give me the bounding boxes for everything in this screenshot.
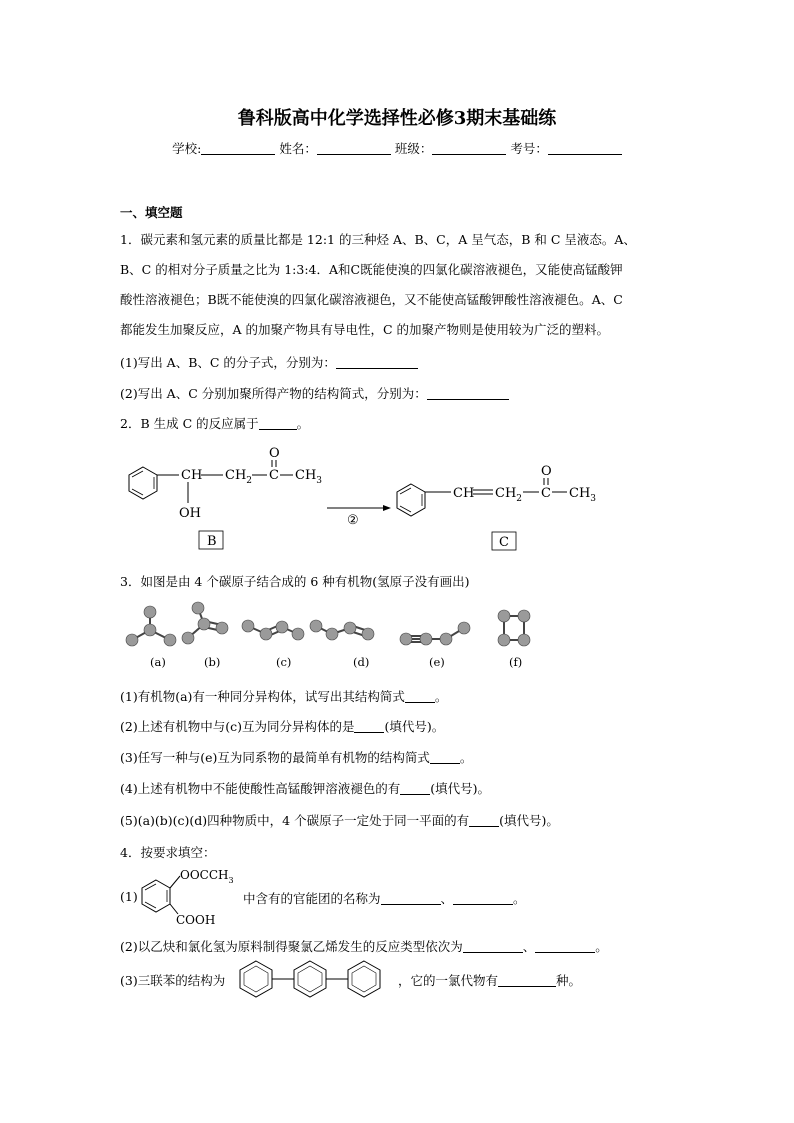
q2-text	[120, 414, 309, 432]
label-e: (e)	[429, 655, 445, 669]
number-blank[interactable]	[548, 142, 622, 155]
answer-blank[interactable]	[381, 892, 441, 905]
answer-blank[interactable]	[469, 814, 499, 827]
q4-sub2-sep: 、	[522, 939, 536, 954]
q3-sub5	[120, 811, 559, 829]
answer-blank[interactable]	[535, 940, 595, 953]
carbon-atom-balls	[126, 602, 530, 646]
class-blank[interactable]	[432, 142, 506, 155]
c-label: C	[499, 535, 509, 550]
answer-blank[interactable]	[453, 892, 513, 905]
c-carbonyl-c: C	[541, 486, 551, 501]
section-header: 一、填空题	[120, 205, 183, 220]
b-ch3-main: CH	[295, 468, 317, 483]
b-ch3	[295, 468, 322, 486]
answer-blank[interactable]	[498, 974, 556, 987]
b-label: B	[207, 534, 217, 549]
q3-sub4-end: (填代号)。	[430, 781, 490, 796]
c-ch3-sub: 3	[590, 494, 597, 504]
q4-sub1	[243, 889, 526, 907]
q4-sep: 、	[440, 891, 454, 906]
q1-sub2-text: (2)写出 A、C 分别加聚所得产物的结构简式，分别为：	[120, 386, 427, 401]
answer-blank[interactable]	[354, 720, 384, 733]
class-label: 班级：	[394, 141, 433, 156]
arrow-icon	[383, 505, 391, 511]
q1-sub1-text: (1)写出 A、B、C 的分子式，分别为：	[120, 355, 336, 370]
q3-sub4-text: (4)上述有机物中不能使酸性高锰酸钾溶液褪色的有	[120, 781, 401, 796]
ester-sub: 3	[228, 876, 234, 885]
benzene-ring-icon	[397, 484, 425, 516]
ester-group	[180, 868, 234, 885]
c-ch2-main: CH	[495, 486, 517, 501]
q4-sub1-prefix: (1)	[120, 889, 138, 904]
b-oh: OH	[179, 506, 201, 521]
b-ch2-main: CH	[225, 468, 247, 483]
b-ch: CH	[181, 468, 203, 483]
answer-blank[interactable]	[427, 387, 509, 400]
q1-line2: B、C 的相对分子质量之比为 1:3:4．A和C既能使溴的四氯化碳溶液褪色，又能使高锰酸钾	[120, 262, 623, 277]
b-ch2	[225, 468, 252, 486]
page-title: 鲁科版高中化学选择性必修3期末基础练	[237, 108, 557, 129]
arrow-label: ②	[347, 513, 359, 528]
name-blank[interactable]	[317, 142, 391, 155]
student-info-line	[0, 139, 794, 157]
label-a: (a)	[150, 655, 166, 669]
q3-sub2-end: (填代号)。	[384, 719, 445, 734]
c-ch3	[569, 486, 596, 504]
ester-main: OOCCH	[180, 868, 229, 882]
label-d: (d)	[353, 655, 370, 669]
answer-blank[interactable]	[400, 782, 430, 795]
label-b: (b)	[204, 655, 221, 669]
b-ch3-sub: 3	[316, 476, 323, 486]
b-carbonyl-c: C	[269, 468, 279, 483]
c-carbonyl-o: O	[541, 464, 552, 479]
terphenyl-structure	[234, 957, 396, 1001]
name-label: 姓名：	[279, 141, 317, 156]
q4-text: 4．按要求填空：	[120, 845, 216, 860]
c-ch2	[495, 486, 522, 504]
answer-blank[interactable]	[463, 940, 523, 953]
q1-sub1	[120, 353, 418, 371]
q1-sub2	[120, 384, 509, 402]
q3-sub1	[120, 687, 447, 705]
q3-sub3-end: 。	[459, 750, 473, 765]
q4-sub2	[120, 937, 608, 955]
answer-blank[interactable]	[405, 690, 435, 703]
q3-sub3-text: (3)任写一种与(e)互为同系物的最简单有机物的结构简式	[120, 750, 430, 765]
label-c: (c)	[276, 655, 292, 669]
q4-sub3-end: 种。	[556, 973, 582, 988]
reaction-scheme	[115, 445, 615, 557]
benzene-ring-icon	[142, 880, 170, 912]
answer-blank[interactable]	[259, 417, 297, 430]
q3-text: 3．如图是由 4 个碳原子结合成的 6 种有机物(氢原子没有画出)	[120, 574, 470, 589]
benzene-ring-icon	[129, 467, 157, 499]
q3-sub5-text: (5)(a)(b)(c)(d)四种物质中，4 个碳原子一定处于同一平面的有	[120, 813, 470, 828]
aspirin-structure	[136, 866, 240, 926]
school-blank[interactable]	[201, 142, 275, 155]
q1-line1: 1．碳元素和氢元素的质量比都是 12:1 的三种烃 A、B、C，A 呈气态，B 和 C 呈液态。A、	[120, 232, 636, 247]
q3-sub2-text: (2)上述有机物中与(c)互为同分异构体的是	[120, 719, 355, 734]
q3-sub2	[120, 717, 444, 735]
q1-line3: 酸性溶液褪色；B既不能使溴的四氯化碳溶液褪色，又不能使高锰酸钾酸性溶液褪色。A、C	[120, 292, 623, 307]
q3-sub1-text: (1)有机物(a)有一种同分异构体，试写出其结构简式	[120, 689, 405, 704]
c-ch: CH	[453, 486, 475, 501]
b-carbonyl-o: O	[269, 446, 280, 461]
school-label: 学校:	[172, 141, 202, 156]
q4-sub3	[398, 971, 581, 989]
acid-group: COOH	[176, 913, 216, 926]
answer-blank[interactable]	[430, 751, 460, 764]
q3-sub3	[120, 748, 472, 766]
q1-line4: 都能发生加聚反应，A 的加聚产物具有导电性，C 的加聚产物则是使用较为广泛的塑料。	[120, 322, 610, 337]
q4-sub3-text: ，它的一氯代物有	[398, 973, 499, 988]
q4-sub1-text: 中含有的官能团的名称为	[243, 891, 381, 906]
q2-end: 。	[296, 416, 310, 431]
c-ch3-main: CH	[569, 486, 591, 501]
molecule-models	[118, 598, 538, 676]
q3-sub4	[120, 779, 490, 797]
b-ch2-sub: 2	[246, 476, 253, 486]
c-ch2-sub: 2	[516, 494, 523, 504]
q4-sub3-prefix: (3)三联苯的结构为	[120, 973, 226, 988]
label-f: (f)	[509, 655, 523, 669]
number-label: 考号：	[510, 141, 548, 156]
q4-sub1-end: 。	[513, 891, 526, 906]
q4-sub2-end: 。	[595, 939, 608, 954]
q3-sub5-end: (填代号)。	[499, 813, 559, 828]
q4-sub2-text: (2)以乙炔和氯化氢为原料制得聚氯乙烯发生的反应类型依次为	[120, 939, 463, 954]
q3-sub1-end: 。	[434, 689, 448, 704]
answer-blank[interactable]	[336, 356, 418, 369]
q2-text-main: 2．B 生成 C 的反应属于	[120, 416, 259, 431]
